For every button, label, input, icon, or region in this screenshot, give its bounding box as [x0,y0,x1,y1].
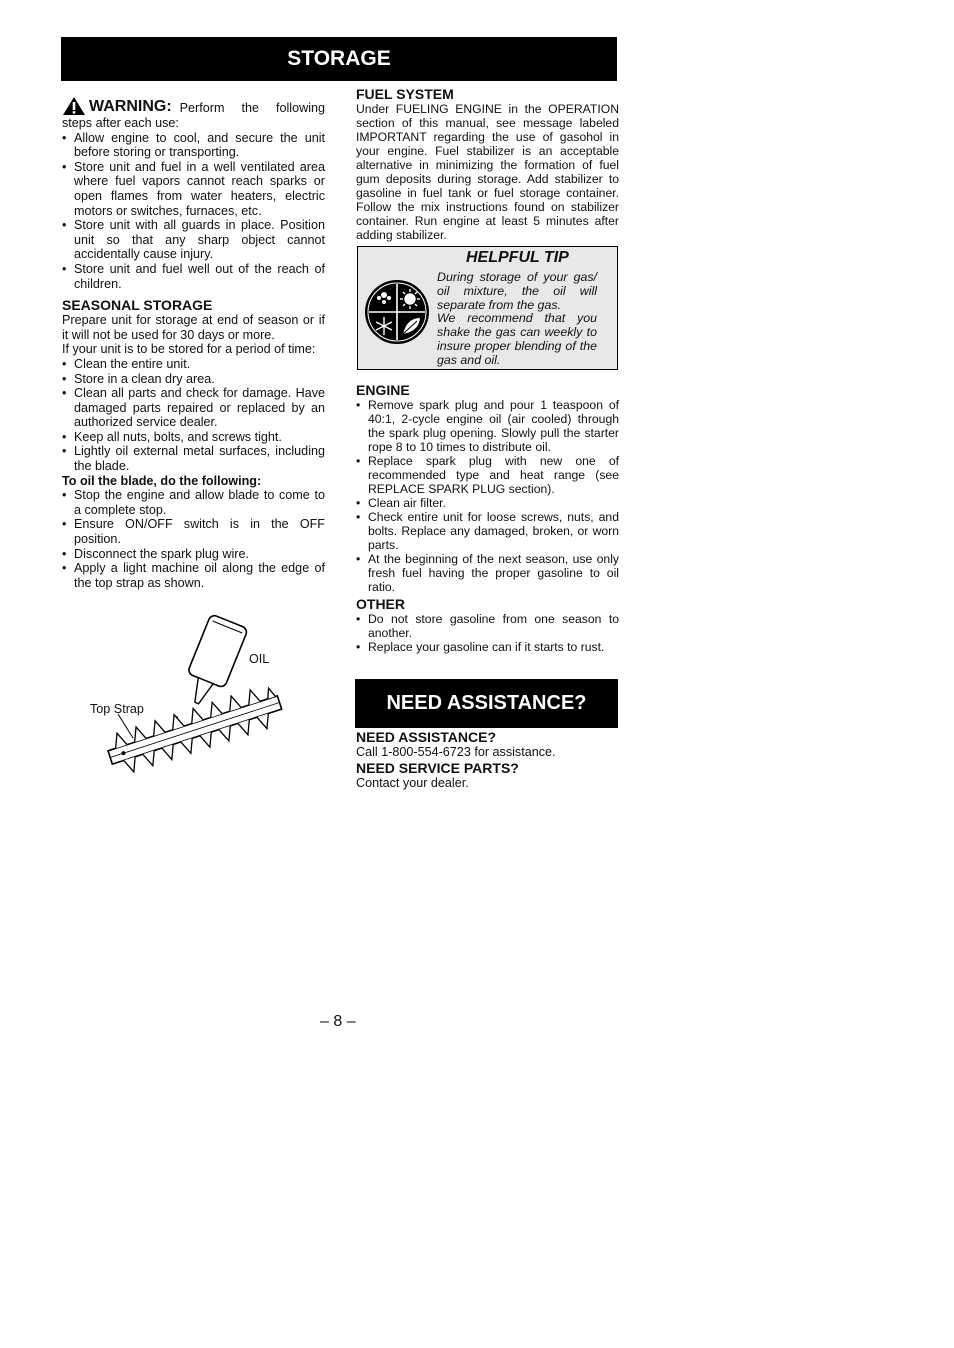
list-item: • Allow engine to cool, and secure the unit before storing or transporting. [62,131,325,160]
oiling-blade-drawing [88,610,288,780]
list-item: • Apply a light machine oil along the edge of the top strap as shown. [62,561,325,590]
seasonal-heading: SEASONAL STORAGE [62,297,213,314]
helpful-tip-line-1: During storage of your gas/ oil mixture, the oil will separate from the gas. [437,270,597,312]
assistance-question: NEED ASSISTANCE? [356,729,497,745]
warning-list [62,131,325,292]
storage-banner [61,37,617,81]
left-column [62,96,325,590]
warning-label: WARNING: [89,98,172,115]
list-item: • At the beginning of the next season, use only fresh fuel having the proper gasoline to oil ratio. [356,552,619,594]
warning-triangle-icon [62,96,86,116]
list-item: • Check entire unit for loose screws, nuts, and bolts. Replace any damaged, broken, or worn parts. [356,510,619,552]
right-column [356,86,619,654]
oil-blade-list [62,488,325,590]
list-item: • Lightly oil external metal surfaces, including the blade. [62,444,325,473]
list-item: • Store unit and fuel well out of the reach of children. [62,262,325,291]
warning-intro: Perform the following [179,101,325,116]
seasonal-para-1: Prepare unit for storage at end of season or if it will not be used for 30 days or more. [62,313,325,342]
fuel-system-heading: FUEL SYSTEM [356,86,454,102]
top-strap-label: Top Strap [90,702,144,716]
list-item: • Ensure ON/OFF switch is in the OFF position. [62,517,325,546]
storage-title: STORAGE [287,47,391,70]
list-item: • Keep all nuts, bolts, and screws tight. [62,430,325,445]
oil-label: OIL [249,652,270,666]
list-item: • Do not store gasoline from one season to another. [356,612,619,640]
warning-line [62,96,325,116]
list-item: • Clean the entire unit. [62,357,325,372]
list-item: • Store unit with all guards in place. Position unit so that any sharp object cannot accidentally cause injury. [62,218,325,262]
service-parts-question: NEED SERVICE PARTS? [356,759,519,776]
list-item: • Store unit and fuel in a well ventilated area where fuel vapors cannot reach sparks or open flames from water heaters, electric motors or switches, furnaces, etc. [62,160,325,218]
helpful-tip-line-2: We recommend that you shake the gas can weekly to insure proper blending of the gas and oil. [437,311,597,367]
engine-list [356,398,619,594]
hedge-blade-icon [104,683,286,778]
list-item: • Replace spark plug with new one of recommended type and heat range (see REPLACE SPARK PLUG section). [356,454,619,496]
seasons-icon [363,278,431,346]
list-item: • Replace your gasoline can if it starts to rust. [356,640,619,654]
seasonal-list [62,357,325,474]
need-assistance-title: NEED ASSISTANCE? [386,692,587,714]
list-item: • Remove spark plug and pour 1 teaspoon of 40:1, 2-cycle engine oil (air cooled) through the spark plug opening. Slowly pull the starter rope 8 to 10 times to distribute oil. [356,398,619,454]
assistance-section [356,729,619,790]
fuel-system-body: Under FUELING ENGINE in the OPERATION section of this manual, see message labeled IMPORTANT regarding the use of gasohol in your engine. Fuel stabilizer is an acceptable alternative in minimizing the formation of fuel gum deposits during storage. Add stabilizer to gasoline in fuel tank or fuel storage container. Follow the mix instructions found on stabilizer container. Run engine at least 5 minutes after adding stabilizer. [356,102,619,242]
other-heading: OTHER [356,596,405,612]
helpful-tip-box [357,246,618,370]
list-item: • Clean all parts and check for damage. Have damaged parts repaired or replaced by an authorized service dealer. [62,386,325,430]
warning-intro-cont: steps after each use: [62,116,179,130]
service-parts-answer: Contact your dealer. [356,775,469,790]
helpful-tip-title: HELPFUL TIP [466,249,569,266]
helpful-tip-body [437,271,597,368]
seasonal-para-2: If your unit is to be stored for a period of time: [62,342,316,357]
need-assistance-banner [355,679,618,728]
oil-blade-heading: To oil the blade, do the following: [62,473,262,488]
oil-blade-illustration [88,610,288,780]
list-item: • Disconnect the spark plug wire. [62,547,325,562]
oil-can-icon [178,614,248,711]
list-item: • Stop the engine and allow blade to come to a complete stop. [62,488,325,517]
page-number: – 8 – [320,1013,356,1030]
list-item: • Store in a clean dry area. [62,372,325,387]
other-list [356,612,619,654]
assistance-answer: Call 1-800-554-6723 for assistance. [356,745,556,759]
engine-heading: ENGINE [356,382,410,398]
list-item: • Clean air filter. [356,496,619,510]
